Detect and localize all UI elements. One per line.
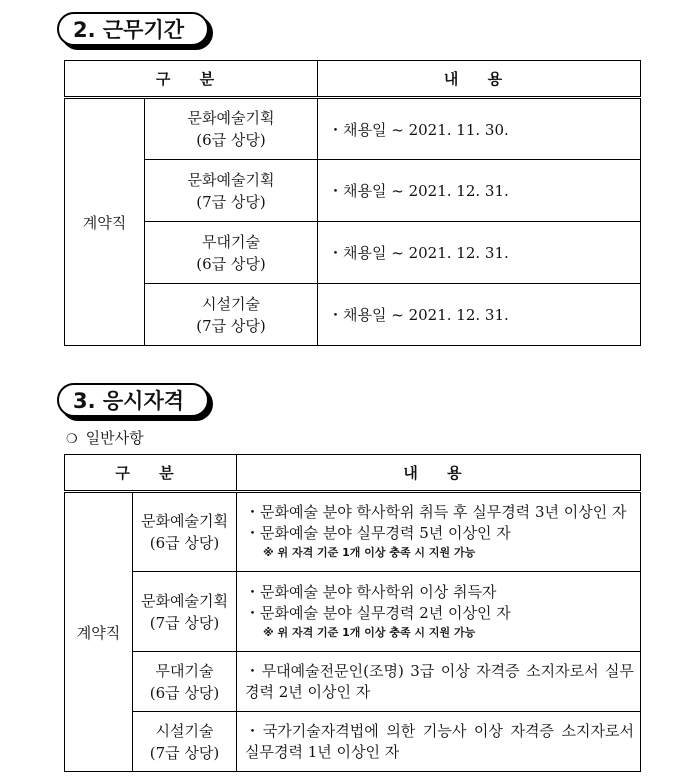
table-header-row (65, 61, 641, 98)
position-grade: (6급 상당) (196, 254, 266, 273)
work-period-table (64, 60, 641, 346)
position-cell (145, 98, 318, 160)
position-grade: (6급 상당) (149, 683, 220, 702)
qualification-note: ※ 위 자격 기준 1개 이상 충족 시 지원 가능 (263, 625, 476, 639)
qualification-note: ※ 위 자격 기준 1개 이상 충족 시 지원 가능 (263, 546, 476, 559)
qualification-table (64, 454, 641, 772)
position-cell (133, 572, 237, 652)
table-row (65, 98, 641, 160)
section-3-title: 3. 응시자격 (73, 389, 185, 413)
contract-group-label: 계약직 (65, 492, 133, 772)
header-content: 내 용 (237, 455, 641, 492)
table-row (65, 160, 641, 222)
qualification-cell (237, 712, 641, 772)
section-2-title: 2. 근무기간 (73, 18, 185, 42)
qualification-cell (237, 572, 641, 652)
contract-group-label: 계약직 (65, 98, 145, 346)
section-2-heading (57, 12, 209, 46)
table-row (65, 284, 641, 346)
table-row (65, 572, 641, 652)
position-cell (133, 652, 237, 712)
position-cell (133, 712, 237, 772)
position-name: 시설기술 (202, 294, 260, 313)
table-row (65, 492, 641, 572)
position-name: 무대기술 (155, 661, 214, 680)
circle-bullet-icon: ❍ (66, 432, 78, 447)
qualification-line: ・무대예술전문인(조명) 3급 이상 자격증 소지자로서 실무 경력 2년 이상인 자 (245, 661, 634, 701)
position-cell (145, 160, 318, 222)
table-header-row (65, 455, 641, 492)
table-row (65, 712, 641, 772)
qualification-cell (237, 652, 641, 712)
general-requirements-subheading (66, 427, 144, 448)
position-grade: (6급 상당) (149, 534, 220, 552)
qualification-cell (237, 492, 641, 572)
position-name: 문화예술기획 (141, 512, 228, 530)
position-name: 문화예술기획 (187, 170, 275, 189)
position-name: 문화예술기획 (187, 109, 275, 127)
qualification-line: ・문화예술 분야 학사학위 취득 후 실무경력 3년 이상인 자 (245, 503, 627, 521)
section-3-heading (57, 383, 209, 417)
position-grade: (6급 상당) (196, 131, 266, 149)
position-grade: (7급 상당) (149, 743, 220, 762)
position-name: 무대기술 (202, 232, 260, 251)
header-content: 내 용 (318, 61, 641, 98)
header-category: 구 분 (65, 455, 237, 492)
period-cell: ・채용일 ~ 2021. 12. 31. (318, 160, 641, 222)
position-grade: (7급 상당) (196, 316, 266, 335)
qualification-line: ・문화예술 분야 실무경력 2년 이상인 자 (245, 603, 511, 622)
position-cell (145, 222, 318, 284)
position-grade: (7급 상당) (149, 613, 220, 632)
period-cell: ・채용일 ~ 2021. 12. 31. (318, 284, 641, 346)
position-grade: (7급 상당) (196, 192, 266, 211)
subheading-text: 일반사항 (85, 429, 144, 447)
position-name: 문화예술기획 (141, 591, 228, 610)
table-row (65, 222, 641, 284)
position-cell (145, 284, 318, 346)
position-cell (133, 492, 237, 572)
position-name: 시설기술 (155, 721, 214, 740)
qualification-line: ・문화예술 분야 학사학위 이상 취득자 (245, 582, 497, 601)
qualification-line: ・국가기술자격법에 의한 기능사 이상 자격증 소지자로서 실무경력 1년 이상인 자 (245, 721, 634, 761)
table-row (65, 652, 641, 712)
header-category: 구 분 (65, 61, 318, 98)
period-cell: ・채용일 ~ 2021. 11. 30. (318, 98, 641, 160)
period-cell: ・채용일 ~ 2021. 12. 31. (318, 222, 641, 284)
qualification-line: ・문화예술 분야 실무경력 5년 이상인 자 (245, 524, 511, 542)
